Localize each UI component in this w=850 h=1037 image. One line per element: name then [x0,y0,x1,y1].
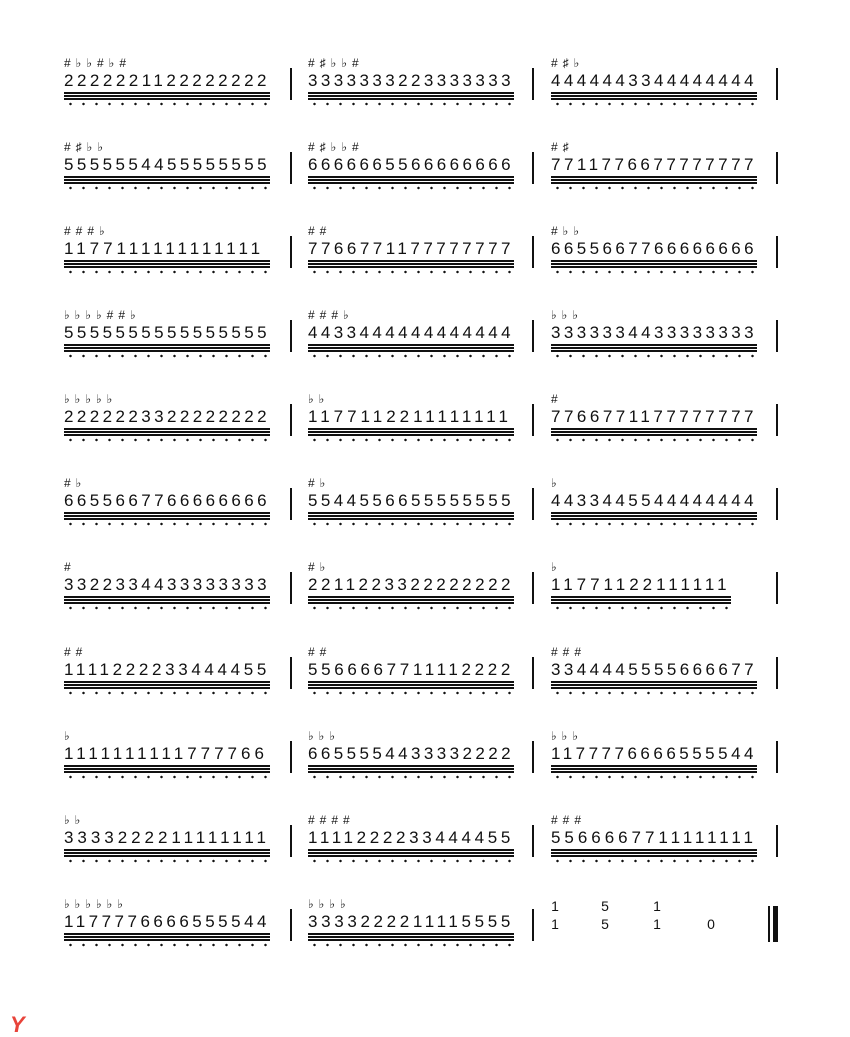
measure [551,472,757,556]
measure [308,725,514,809]
measure [64,304,270,388]
octave-dots [551,184,757,192]
measure [551,809,757,893]
octave-dots [64,689,270,697]
octave-dots [64,100,270,108]
measure [308,388,514,472]
chord-upper-note: 1 [653,898,661,914]
beam-line [551,599,731,601]
beam-line [64,933,270,935]
measure-notes: 3333222211115555 [308,912,514,931]
beam-line [308,263,514,265]
barline [776,68,778,100]
beam-line [551,681,757,683]
score-row [0,220,850,304]
measure [551,52,757,136]
barline [776,236,778,268]
octave-dots [308,268,514,276]
measure-notes: 2222221122222222 [64,71,270,90]
chord-lower-note: 1 [653,916,661,932]
beam-line [308,92,514,94]
chord-upper-note: 1 [551,898,559,914]
measure [308,472,514,556]
beam-line [551,768,757,770]
beam-line [64,95,270,97]
beam-line [551,765,757,767]
measure [64,893,270,977]
beam-line [64,515,270,517]
measure-notes: 6666665566666666 [308,155,514,174]
beam-line [308,260,514,262]
measure [64,809,270,893]
measure [64,472,270,556]
accidentals: ## [308,224,332,238]
octave-dots [64,436,270,444]
beam-line [308,512,514,514]
barline [290,825,292,857]
measure [64,641,270,725]
barline [532,404,534,436]
barline [776,320,778,352]
octave-dots [64,352,270,360]
beam-line [308,681,514,683]
score-row [0,304,850,388]
beam-line [64,176,270,178]
beam-line [64,263,270,265]
measure-notes: 1177776666555544 [551,744,757,763]
measure-notes: 2211223322222222 [308,575,514,594]
measure-notes: 7766771177777777 [308,239,514,258]
measure-notes: 5566667711112222 [308,660,514,679]
beam-line [308,347,514,349]
measure-notes: 2222223322222222 [64,407,270,426]
measure [551,556,757,640]
accidentals: ♭♭♭♭♭♭ [64,897,128,911]
beam-line [64,431,270,433]
octave-dots [64,268,270,276]
accidentals: ### [551,813,587,827]
beam-line [308,765,514,767]
measure-notes: 5555554455555555 [64,155,270,174]
measure-notes: 11771122111111 [551,575,731,594]
beam-line [64,92,270,94]
accidentals: ♭♭ [308,392,330,406]
octave-dots [308,773,514,781]
beam-line [551,344,757,346]
score-row [0,893,850,977]
octave-dots [64,857,270,865]
accidentals: #♯ [551,140,574,154]
measure [308,304,514,388]
beam-line [308,428,514,430]
score-row [0,472,850,556]
beam-line [308,684,514,686]
measure-notes: 1177112211111111 [308,407,512,426]
measure [551,136,757,220]
beam-line [308,768,514,770]
watermark [10,1014,25,1036]
beam-line [64,347,270,349]
octave-dots [64,941,270,949]
measure-notes: 1111222233444455 [64,660,270,679]
accidentals: ♭♭ [64,813,86,827]
barline [776,741,778,773]
beam-line [308,431,514,433]
measure-notes: 3344445555666677 [551,660,757,679]
measure-notes: 4433444444444444 [308,323,514,342]
accidentals: # [551,392,563,406]
beam-line [308,852,514,854]
octave-dots [64,604,270,612]
barline [532,488,534,520]
beam-line [308,515,514,517]
beam-line [551,428,757,430]
measure [308,220,514,304]
octave-dots [551,100,757,108]
beam-line [64,936,270,938]
measure [551,641,757,725]
accidentals: ♭ [551,560,562,574]
accidentals: #♭ [308,476,331,490]
accidentals: ## [308,645,332,659]
beam-line [551,95,757,97]
beam-line [551,515,757,517]
measure-notes: 5555555555555555 [64,323,270,342]
barline [290,404,292,436]
barline [776,825,778,857]
octave-dots [308,100,514,108]
measure [551,725,757,809]
beam-line [308,849,514,851]
barline [776,572,778,604]
beam-line [551,684,757,686]
measure-notes: 3333222211111111 [64,828,270,847]
barline [532,909,534,941]
measure [551,220,757,304]
accidentals: ♭♭♭ [551,308,583,322]
measure-notes: 3333334433333333 [551,323,757,342]
beam-line [308,95,514,97]
measure [308,52,514,136]
score-row [0,136,850,220]
measure [308,136,514,220]
beam-line [308,596,514,598]
octave-dots [551,773,757,781]
measure [64,556,270,640]
chord-lower-note: 5 [601,916,609,932]
barline [532,572,534,604]
measure [64,388,270,472]
final-barline-thin [768,906,770,942]
measure [308,641,514,725]
barline [776,152,778,184]
measure [64,136,270,220]
barline [776,404,778,436]
beam-line [308,936,514,938]
beam-line [308,344,514,346]
barline [776,488,778,520]
beam-line [64,852,270,854]
measure-notes: 1111111111777766 [64,744,268,763]
beam-line [551,596,731,598]
octave-dots [308,436,514,444]
accidentals: #♭ [64,476,87,490]
barline [290,572,292,604]
octave-dots [64,773,270,781]
measure-notes: 6655667766666666 [64,491,270,510]
beam-line [308,933,514,935]
accidentals: #♭♭#♭# [64,56,132,70]
measure-notes: 6655554433332222 [308,744,514,763]
accidentals: #### [308,813,355,827]
octave-dots [551,857,757,865]
measure [64,220,270,304]
accidentals: #♯♭♭# [308,56,364,70]
octave-dots [308,941,514,949]
beam-line [64,849,270,851]
measure-notes: 6655667766666666 [551,239,757,258]
final-barline-thick [773,906,778,942]
accidentals: #♭ [308,560,331,574]
accidentals: ♭♭♭ [551,729,583,743]
beam-line [64,684,270,686]
beam-line [64,344,270,346]
barline [532,236,534,268]
beam-line [551,849,757,851]
beam-line [64,681,270,683]
barline [290,152,292,184]
measure [64,52,270,136]
measure [551,388,757,472]
score-row [0,52,850,136]
octave-dots [308,352,514,360]
measure-notes: 7711776677777777 [551,155,757,174]
chord-upper-note: 5 [601,898,609,914]
accidentals: ♭♭♭♭ [308,897,351,911]
barline [532,152,534,184]
measure [64,725,270,809]
measure [551,304,757,388]
octave-dots [64,184,270,192]
barline [532,741,534,773]
accidentals: ♭♭♭♭##♭ [64,308,141,322]
beam-line [551,347,757,349]
accidentals: # [64,560,76,574]
accidentals: ### [551,645,587,659]
accidentals: ## [64,645,88,659]
accidentals: #♯♭♭ [64,140,108,154]
measure [308,809,514,893]
score-row [0,641,850,725]
measure-notes: 3333333223333333 [308,71,514,90]
octave-dots [308,184,514,192]
score-row [0,809,850,893]
accidentals: ♭ [551,476,562,490]
accidentals: ###♭ [64,224,110,238]
barline [290,657,292,689]
barline [290,320,292,352]
octave-dots [308,604,514,612]
beam-line [64,260,270,262]
octave-dots [551,604,731,612]
measure-notes: 1111222233444455 [308,828,514,847]
beam-line [64,428,270,430]
barline [532,825,534,857]
barline [290,68,292,100]
measure-notes: 1177776666555544 [64,912,270,931]
beam-line [551,263,757,265]
barline [532,68,534,100]
measure-notes: 5544556655555555 [308,491,514,510]
measure-notes: 4444443344444444 [551,71,757,90]
score-row [0,388,850,472]
octave-dots [551,268,757,276]
measure-notes: 4433445544444444 [551,491,757,510]
accidentals: ♭ [64,729,75,743]
accidentals: #♯♭ [551,56,585,70]
accidentals: ♭♭♭♭♭ [64,392,118,406]
barline [290,236,292,268]
octave-dots [64,520,270,528]
measure-notes: 3322334433333333 [64,575,270,594]
beam-line [64,512,270,514]
barline [290,909,292,941]
barline [290,488,292,520]
beam-line [308,599,514,601]
measure-notes: 5566667711111111 [551,828,757,847]
beam-line [551,92,757,94]
beam-line [551,176,757,178]
beam-line [64,596,270,598]
beam-line [551,512,757,514]
octave-dots [551,436,757,444]
barline [290,741,292,773]
measure [308,556,514,640]
beam-line [308,176,514,178]
accidentals: ♭♭♭ [308,729,340,743]
beam-line [551,431,757,433]
octave-dots [308,520,514,528]
accidentals: ###♭ [308,308,354,322]
measure-notes: 1177111111111111 [64,239,265,258]
score-row [0,556,850,640]
octave-dots [308,689,514,697]
accidentals: #♭♭ [551,224,584,238]
barline [776,657,778,689]
score-row [0,725,850,809]
chord-rest: 0 [707,916,715,932]
measure-notes: 7766771177777777 [551,407,757,426]
octave-dots [551,689,757,697]
octave-dots [308,857,514,865]
barline [532,657,534,689]
accidentals: #♯♭♭# [308,140,364,154]
beam-line [64,765,270,767]
beam-line [64,768,270,770]
beam-line [551,260,757,262]
octave-dots [551,520,757,528]
chord-lower-note: 1 [551,916,559,932]
octave-dots [551,352,757,360]
beam-line [64,179,270,181]
beam-line [551,179,757,181]
beam-line [551,852,757,854]
barline [532,320,534,352]
watermark-text: Y [10,1012,25,1037]
measure [308,893,514,977]
beam-line [308,179,514,181]
beam-line [64,599,270,601]
